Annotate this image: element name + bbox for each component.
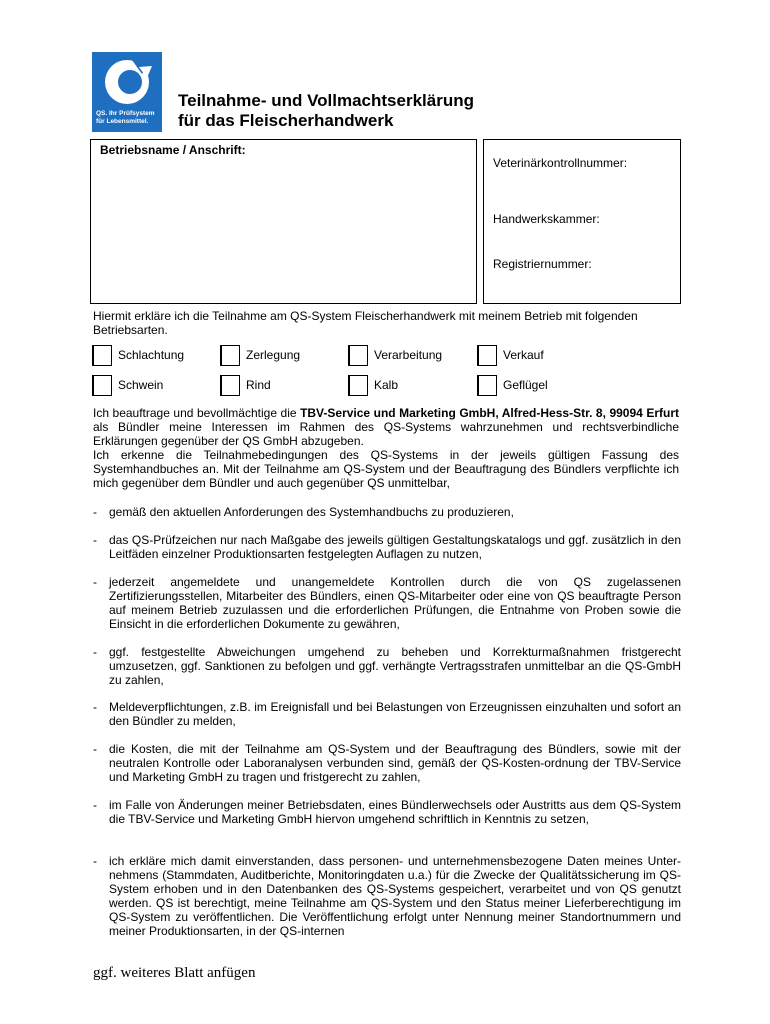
bullet-text: das QS-Prüfzeichen nur nach Maßgabe des jeweils gültigen Gestaltungskatalogs und ggf. zusätzlich in den Leitfäden einzelner Produktionsarten festgelegten Auflagen zu nutzen, [109, 533, 681, 561]
bullet-item [93, 700, 681, 728]
checkbox-square[interactable] [477, 375, 497, 396]
bullet-dash: - [93, 505, 97, 519]
checkbox-label: Schwein [118, 378, 164, 392]
bullet-item [93, 505, 681, 519]
title-line1: Teilnahme- und Vollmachtserklärung [178, 91, 474, 110]
mandate-pre: Ich beauftrage und bevollmächtige die [93, 406, 301, 420]
bullet-item [93, 533, 681, 561]
bullet-item [93, 798, 681, 826]
address-field[interactable] [90, 139, 477, 304]
bullet-dash: - [93, 575, 97, 589]
bullet-dash: - [93, 700, 97, 714]
page-title [178, 91, 474, 131]
bullet-dash: - [93, 742, 97, 756]
registration-number-field[interactable]: Registriernummer: [493, 257, 592, 271]
checkbox-kalb[interactable] [348, 375, 468, 397]
bullet-text: ich erkläre mich damit einverstanden, dass personen- und unternehmensbezogene Daten meines Unter-nehmens (Stammdaten, Auditberichte, Monitoringdaten u.a.) für die Zwecke der Qualitätssicherung im QS-System erhoben und in den Datenbanken des QS-Systems gespeichert, verarbeitet und von QS genutzt werden. QS ist berechtigt, meine Teilnahme am QS-System und den Status meiner Lieferberechtigung im QS-System zu veröffentlichen. Die Veröffentlichung erfolgt unter Nennung meiner Standortnummern und meiner Produktionsarten, in der QS-internen [109, 854, 681, 938]
checkbox-verarbeitung[interactable] [348, 345, 468, 367]
checkbox-square[interactable] [220, 375, 240, 396]
bullet-dash: - [93, 645, 97, 659]
checkbox-label: Rind [246, 378, 271, 392]
chamber-field[interactable]: Handwerkskammer: [493, 212, 600, 226]
bullet-item [93, 575, 681, 631]
intro-text: Hiermit erkläre ich die Teilnahme am QS-System Fleischerhandwerk mit meinem Betrieb mit folgenden Betriebsarten. [93, 309, 638, 337]
checkbox-label: Kalb [374, 378, 399, 392]
qs-logo-graphic [92, 52, 162, 132]
bullet-item [93, 645, 681, 687]
checkbox-label: Schlachtung [118, 348, 185, 362]
vet-number-field[interactable]: Veterinärkontrollnummer: [493, 156, 628, 170]
checkbox-verkauf[interactable] [477, 345, 597, 367]
mandate-paragraph [93, 406, 679, 448]
title-line2: für das Fleischerhandwerk [178, 111, 394, 130]
checkbox-label: Geflügel [503, 378, 548, 392]
bullet-text: Meldeverpflichtungen, z.B. im Ereignisfall und bei Belastungen von Erzeugnissen einzuhalten und sofort an den Bündler zu melden, [109, 700, 681, 728]
bullet-text: die Kosten, die mit der Teilnahme am QS-System und der Beauftragung des Bündlers, sowie mit der neutralen Kontrolle oder Laboranalysen verbunden sind, gemäß der QS-Kosten-ordnung der TBV-Service und Marketing GmbH zu tragen und fristgerecht zu zahlen, [109, 742, 681, 784]
address-label: Betriebsname / Anschrift: [100, 143, 246, 157]
bullet-item [93, 854, 681, 938]
checkbox-zerlegung[interactable] [220, 345, 340, 367]
checkbox-square[interactable] [220, 345, 240, 366]
checkbox-schlachtung[interactable] [92, 345, 212, 367]
checkbox-gefluegel[interactable] [477, 375, 597, 397]
checkbox-square[interactable] [92, 345, 112, 366]
bullet-text: jederzeit angemeldete und unangemeldete Kontrollen durch die von QS zugelassenen Zertifizierungsstellen, Mitarbeiter des Bündlers, einen QS-Mitarbeiter oder eine von QS beauftragte Person auf meinem Betrieb zuzulassen und die erforderlichen Prüfungen, die Entnahme von Proben sowie die Einsicht in die erforderlichen Dokumente zu gewähren, [109, 575, 681, 631]
bullet-dash: - [93, 798, 97, 812]
checkbox-label: Zerlegung [246, 348, 301, 362]
checkbox-schwein[interactable] [92, 375, 212, 397]
registration-box [483, 139, 681, 304]
bullet-text: gemäß den aktuellen Anforderungen des Systemhandbuchs zu produzieren, [109, 505, 514, 519]
mandate-company: TBV-Service und Marketing GmbH, Alfred-Hess-Str. 8, 99094 Erfurt [300, 406, 680, 420]
checkbox-label: Verarbeitung [374, 348, 443, 362]
bullet-text: im Falle von Änderungen meiner Betriebsdaten, eines Bündlerwechsels oder Austritts aus dem QS-System die TBV-Service und Marketing GmbH hiervon umgehend schriftlich in Kenntnis zu setzen, [109, 798, 681, 826]
footer-note: ggf. weiteres Blatt anfügen [93, 965, 256, 981]
bullet-text: ggf. festgestellte Abweichungen umgehend zu beheben und Korrekturmaßnahmen fristgerecht umzusetzen, ggf. Sanktionen zu befolgen und ggf. verhängte Vertragsstrafen unmittelbar an die QS-GmbH zu zahlen, [109, 645, 681, 687]
bullet-dash: - [93, 533, 97, 547]
mandate-post: als Bündler meine Interessen im Rahmen des QS-Systems wahrzunehmen und rechtsverbindliche Erklärungen gegenüber der QS GmbH abzugeben. [93, 420, 679, 448]
checkbox-label: Verkauf [503, 348, 544, 362]
bullet-item [93, 742, 681, 784]
checkbox-square[interactable] [348, 375, 368, 396]
checkbox-square[interactable] [92, 375, 112, 396]
bullet-dash: - [93, 854, 97, 868]
terms-paragraph: Ich erkenne die Teilnahmebedingungen des QS-Systems in der jeweils gültigen Fassung des Systemhandbuches an. Mit der Teilnahme am QS-System und der Beauftragung des Bündlers verpflichte ich mich gegenüber dem Bündler und auch gegenüber QS unmittelbar, [93, 448, 679, 490]
checkbox-square[interactable] [348, 345, 368, 366]
checkbox-rind[interactable] [220, 375, 340, 397]
logo-line2: für Lebensmittel. [96, 118, 149, 125]
checkbox-square[interactable] [477, 345, 497, 366]
logo-line1: QS. Ihr Prüfsystem [96, 110, 155, 117]
qs-logo [92, 52, 162, 132]
